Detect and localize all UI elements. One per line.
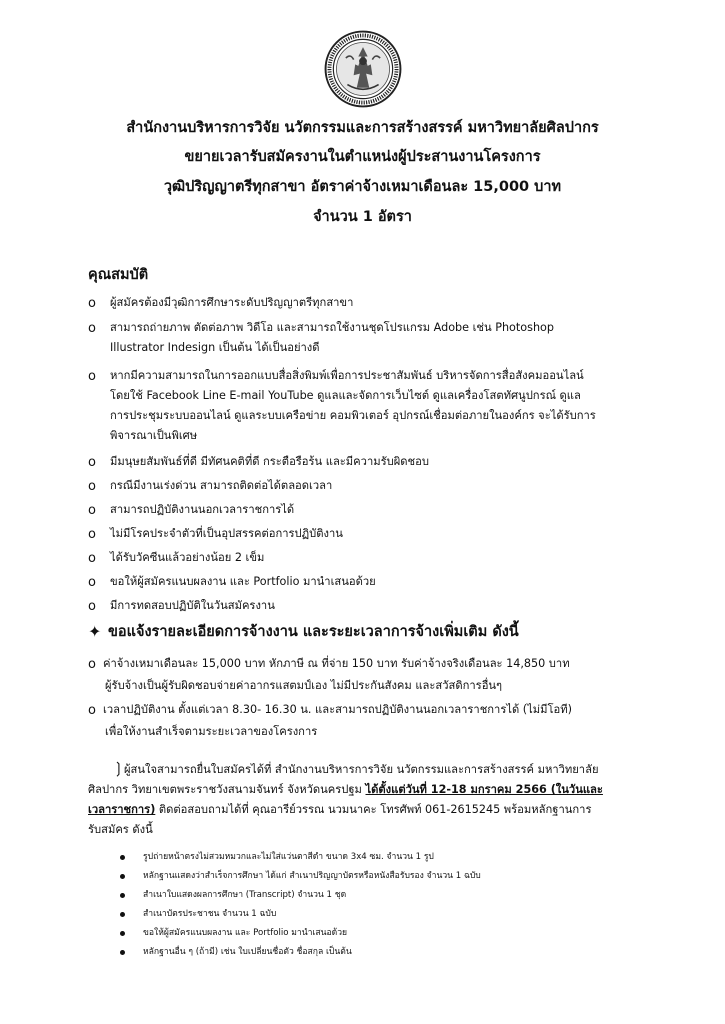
document-item: สำเนาบัตรประชาชน จำนวน 1 ฉบับ: [143, 909, 277, 919]
bullet-dot: [120, 893, 125, 898]
qualifications-title: คุณสมบัติ: [88, 267, 149, 283]
qualification-text: ขอให้ผู้สมัครแนบผลงาน และ Portfolio มานำเสนอด้วย: [110, 575, 376, 588]
bullet-dot: [120, 931, 125, 936]
qualification-text: Illustrator Indesign เป็นต้น ได้เป็นอย่างดี: [110, 341, 320, 354]
application-line-1: ผู้สนใจสามารถยื่นใบสมัครได้ที่ สำนักงานบริหารการวิจัย นวัตกรรมและการสร้างสรรค์ มหาวิทยาลัย: [124, 763, 599, 776]
employment-text: เพื่อให้งานสำเร็จตามระยะเวลาของโครงการ: [105, 725, 318, 738]
bullet-marker: o: [88, 527, 96, 542]
bullet-marker: o: [88, 321, 96, 336]
qualification-text: สามารถถ่ายภาพ ตัดต่อภาพ วิดีโอ และสามารถใช้งานชุดโปรแกรม Adobe เช่น Photoshop: [110, 321, 554, 334]
qualification-text: สามารถปฏิบัติงานนอกเวลาราชการได้: [110, 503, 295, 516]
application-line-2: [88, 782, 603, 798]
qualification-text: มีการทดสอบปฏิบัติในวันสมัครงาน: [110, 599, 275, 612]
application-dates-cont: เวลาราชการ): [88, 803, 156, 816]
bullet-marker: o: [88, 369, 96, 384]
bullet-marker: o: [88, 657, 96, 672]
qualification-text: โดยใช้ Facebook Line E-mail YouTube ดูแลและจัดการเว็บไซต์ ดูแลเครื่องโสตทัศนูปกรณ์ ดูแล: [110, 389, 581, 402]
bracket-icon: ❳: [112, 759, 125, 777]
document-item: หลักฐานแสดงว่าสำเร็จการศึกษา ได้แก่ สำเนาปริญญาบัตรหรือหนังสือรับรอง จำนวน 1 ฉบับ: [143, 871, 481, 881]
bullet-marker: o: [88, 551, 96, 566]
header-line-1: สำนักงานบริหารการวิจัย นวัตกรรมและการสร้างสรรค์ มหาวิทยาลัยศิลปากร: [126, 120, 599, 136]
bullet-marker: o: [88, 455, 96, 470]
bullet-marker: o: [88, 479, 96, 494]
bullet-marker: o: [88, 296, 96, 311]
bullet-dot: [120, 855, 125, 860]
application-line-3: [88, 802, 591, 818]
bullet-dot: [120, 912, 125, 917]
document-item: หลักฐานอื่น ๆ (ถ้ามี) เช่น ใบเปลี่ยนชื่อตัว ชื่อสกุล เป็นต้น: [143, 947, 352, 957]
application-dates: ได้ตั้งแต่วันที่ 12-18 มกราคม 2566 (ในวันและ: [365, 783, 603, 796]
header-line-2: ขยายเวลารับสมัครงานในตำแหน่งผู้ประสานงานโครงการ: [184, 149, 541, 165]
employment-text: เวลาปฏิบัติงาน ตั้งแต่เวลา 8.30- 16.30 น. และสามารถปฏิบัติงานนอกเวลาราชการได้ (ไม่มีโอที): [103, 703, 573, 716]
header-line-4: จำนวน 1 อัตรา: [313, 209, 412, 225]
application-line-2-text: ศิลปากร วิทยาเขตพระราชวังสนามจันทร์ จังหวัดนครปฐม: [88, 783, 366, 796]
bullet-marker: o: [88, 503, 96, 518]
application-contact: ติดต่อสอบถามได้ที่ คุณอารีย์วรรณ นวมนาคะ โทรศัพท์ 061-2615245 พร้อมหลักฐานการ: [155, 803, 592, 816]
employment-text: ค่าจ้างเหมาเดือนละ 15,000 บาท หักภาษี ณ ที่จ่าย 150 บาท รับค่าจ้างจริงเดือนละ 14,850 บาท: [103, 657, 570, 670]
bullet-marker: o: [88, 575, 96, 590]
document-item: สำเนาใบแสดงผลการศึกษา (Transcript) จำนวน 1 ชุด: [143, 890, 347, 900]
sparkle-icon: ✦: [88, 622, 102, 641]
qualification-text: หากมีความสามารถในการออกแบบสื่อสิ่งพิมพ์เพื่อการประชาสัมพันธ์ บริหารจัดการสื่อสังคมออนไลน์: [110, 369, 584, 382]
employment-text: ผู้รับจ้างเป็นผู้รับผิดชอบจ่ายค่าอากรแสตมป์เอง ไม่มีประกันสังคม และสวัสดิการอื่นๆ: [105, 679, 503, 692]
qualification-text: มีมนุษยสัมพันธ์ที่ดี มีทัศนคติที่ดี กระตือรือร้น และมีความรับผิดชอบ: [110, 455, 429, 468]
application-line-4: รับสมัคร ดังนี้: [88, 823, 153, 836]
bullet-marker: o: [88, 703, 96, 718]
qualification-text: ไม่มีโรคประจำตัวที่เป็นอุปสรรคต่อการปฏิบัติงาน: [110, 527, 343, 540]
bullet-dot: [120, 874, 125, 879]
qualification-text: ผู้สมัครต้องมีวุฒิการศึกษาระดับปริญญาตรีทุกสาขา: [110, 296, 354, 309]
university-seal-logo: [324, 30, 402, 108]
qualification-text: ได้รับวัคซีนแล้วอย่างน้อย 2 เข็ม: [110, 551, 265, 564]
qualification-text: พิจารณาเป็นพิเศษ: [110, 429, 198, 442]
bullet-marker: o: [88, 599, 96, 614]
document-item: รูปถ่ายหน้าตรงไม่สวมหมวกและไม่ใส่แว่นตาสีดำ ขนาด 3x4 ซม. จำนวน 1 รูป: [143, 852, 434, 862]
header-line-3: วุฒิปริญญาตรีทุกสาขา อัตราค่าจ้างเหมาเดือนละ 15,000 บาท: [163, 179, 562, 195]
qualification-text: กรณีมีงานเร่งด่วน สามารถติดต่อได้ตลอดเวลา: [110, 479, 333, 492]
document-item: ขอให้ผู้สมัครแนบผลงาน และ Portfolio มานำเสนอด้วย: [143, 928, 348, 938]
bullet-dot: [120, 950, 125, 955]
qualification-text: การประชุมระบบออนไลน์ ดูแลระบบเครือข่าย คอมพิวเตอร์ อุปกรณ์เชื่อมต่อภายในองค์กร จะได้รับการ: [110, 409, 596, 422]
employment-title: ขอแจ้งรายละเอียดการจ้างงาน และระยะเวลาการจ้างเพิ่มเติม ดังนี้: [108, 624, 519, 640]
